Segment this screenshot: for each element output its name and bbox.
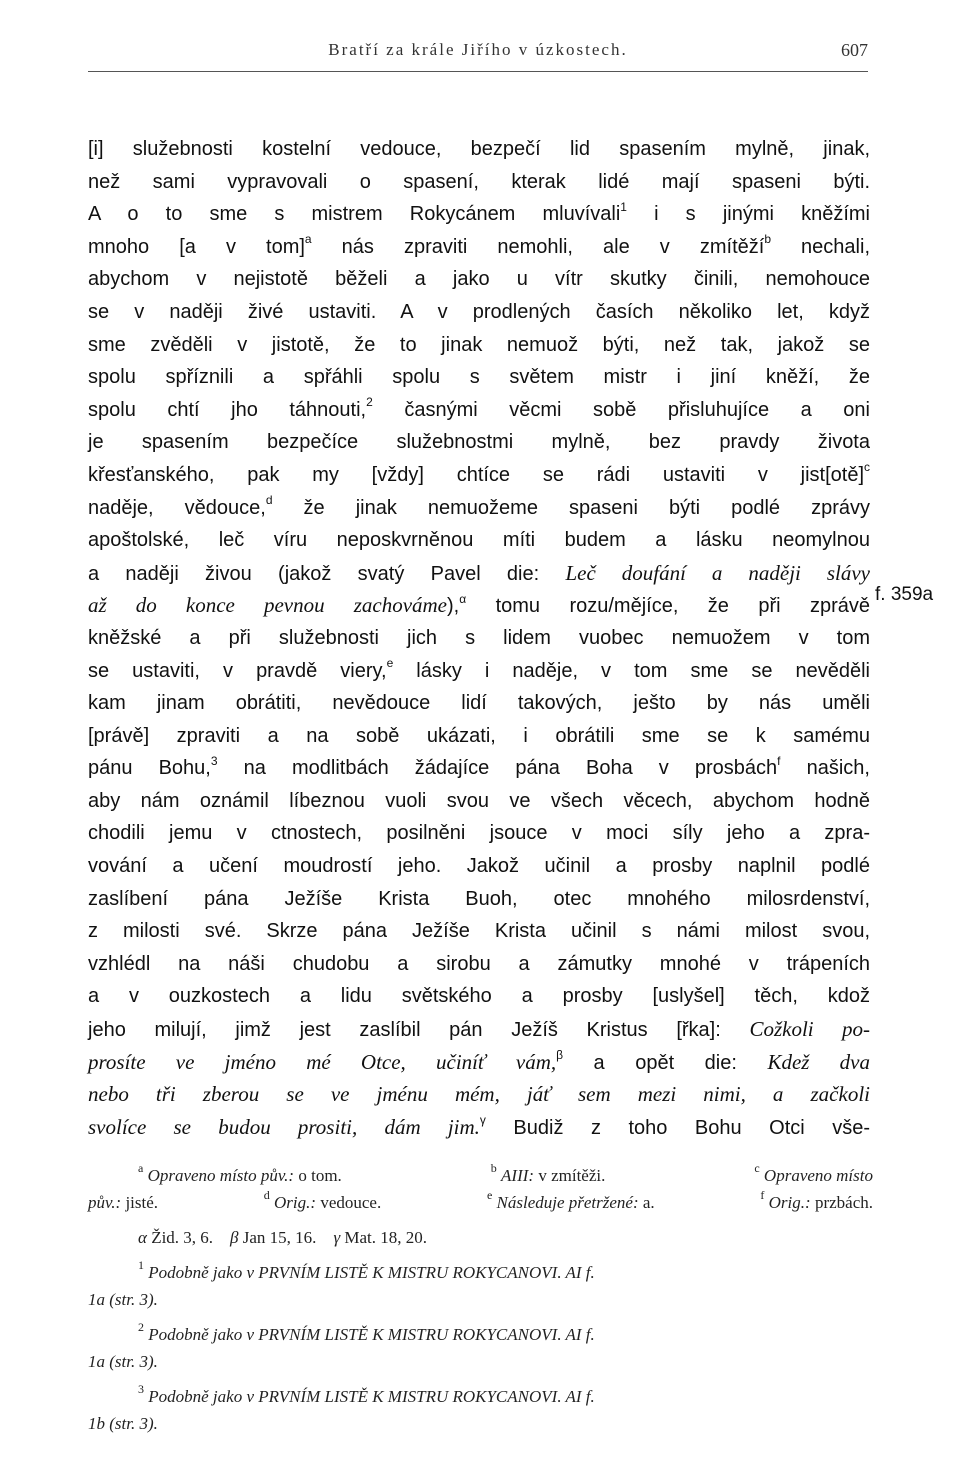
quotation: prosíte ve jméno mé Otce, učiníť vám, xyxy=(88,1049,557,1074)
text-line: vzhlédl na náši chudobu a sirobu a zámutky mnohé v trápeních xyxy=(88,952,870,975)
text-line: křesťanského, pak my [vždy] chtíce se rádi ustaviti v jist[otě]$^c$ xyxy=(88,460,870,486)
bible-references-line: α Žid. 3, 6. β Jan 15, 16. γ Mat. 18, 20. xyxy=(138,1228,428,1247)
quotation: Kdež dva xyxy=(767,1049,870,1074)
text-line: svolíce se budou prositi, dám jim.$^\gamma$ Budiž z toho Bohu Otci vše- xyxy=(88,1113,870,1139)
footnote-ref: d xyxy=(265,492,273,507)
footnote-1-cont: 1a (str. 3). xyxy=(88,1290,158,1309)
critical-apparatus-line xyxy=(88,1162,873,1189)
text-line: se v naději živé ustaviti. A v prodlených časích několiko let, když xyxy=(88,300,870,323)
footnote-ref: a xyxy=(304,232,312,247)
folio-margin-note: f. 359a xyxy=(875,584,934,605)
footnote-ref: 2 xyxy=(366,395,373,410)
text-line: a v ouzkostech a lidu světského a prosby [uslyšel] těch, kdož xyxy=(88,985,870,1008)
text-line: mnoho [a v tom]$^a$ nás zpraviti nemohli, ale v zmítěží$^b$ nechali, xyxy=(88,232,870,258)
running-head: Bratří za krále Jiřího v úzkostech. xyxy=(328,40,628,59)
quotation: svolíce se budou prositi, dám jim. xyxy=(88,1114,480,1139)
note-a: $^a$ Opraveno místo pův.: o tom. xyxy=(138,1161,342,1185)
quotation: až do konce pevnou zachováme xyxy=(88,593,448,618)
text-line: a naději živou (jakož svatý Pavel die: Leč doufání a naději slávy xyxy=(88,560,870,585)
footnote-ref: f xyxy=(777,753,781,768)
page-number: 607 xyxy=(841,40,868,60)
note-c-cont: pův.: jisté. xyxy=(88,1193,159,1212)
text-line: z milosti své. Skrze pána Ježíše Krista učinil s námi milost svou, xyxy=(88,920,870,943)
text-line xyxy=(88,1078,870,1111)
footnote-ref: e xyxy=(386,655,394,670)
footnote-3-cont: 1b (str. 3). xyxy=(88,1414,158,1433)
footnote-ref: c xyxy=(864,460,870,475)
footnote-2-cont: 1a (str. 3). xyxy=(88,1352,158,1371)
page-header xyxy=(88,40,868,74)
footnote-ref: 1 xyxy=(620,199,627,214)
text-line: kněžské a při služebnosti jich s lidem vuobec nemuožem v tom xyxy=(88,626,870,649)
text-line: abychom v nejistotě běželi a jako u vítr skutky činili, nemohouce xyxy=(88,268,870,291)
quotation: nebo tři zberou se ve jménu mém, jáť sem mezi nimi, a začkoli xyxy=(88,1082,870,1107)
footnotes xyxy=(88,1162,873,1437)
critical-apparatus-line xyxy=(88,1189,873,1216)
text-line: [i] služebnosti kostelní vedouce, bezpečí lid spasením mylně, jinak, xyxy=(88,138,870,160)
text-line: [právě] zpraviti a na sobě ukázati, i obrátili sme se k samému xyxy=(88,724,870,747)
text-line: jeho milují, jimž jest zaslíbil pán Ježíš Kristus [řka]: Cožkoli po- xyxy=(88,1017,870,1042)
text-line: spolu chtí jho táhnouti,$^2$ časnými věcmi sobě přisluhujíce a oni xyxy=(88,395,870,421)
note-e: $^e$ Následuje přetržené: a. xyxy=(486,1188,655,1212)
footnote-2: $^2$ Podobně jako v PRVNÍM LISTĚ K MISTRU ROKYCANOVI. AI f. xyxy=(138,1320,595,1344)
quotation: Leč doufání a naději slávy xyxy=(565,560,870,585)
text-line: chodili jemu v ctnostech, posilněni jsouce v moci síly jeho a zpra- xyxy=(88,822,870,845)
text-line: až do konce pevnou zachováme),$^\alpha$ tomu rozu/mějíce, že při zprávě xyxy=(88,591,871,618)
main-text xyxy=(88,133,870,1143)
text-line: zaslíbení pána Ježíše Krista Buoh, otec mnohého milosrdenství, xyxy=(88,887,870,910)
text-line: pánu Bohu,$^3$ na modlitbách žádajíce pána Boha v prosbách$^f$ našich, xyxy=(88,753,870,780)
note-f: $^f$ Orig.: przbách. xyxy=(760,1188,873,1212)
note-b: $^b$ AIII: v zmítěži. xyxy=(490,1161,606,1185)
bible-ref: β xyxy=(556,1047,564,1062)
text-line: než sami vypravovali o spasení, kterak lidé mají spaseni býti. xyxy=(88,170,870,193)
text-line: sme zvěděli v jistotě, že to jinak nemuož býti, než tak, jakož se xyxy=(88,333,870,356)
bible-ref: α xyxy=(459,591,467,606)
text-line: apoštolské, leč víru neposkvrněnou míti budem a lásku neomylnou xyxy=(88,529,870,552)
quotation: Cožkoli po- xyxy=(749,1017,870,1042)
text-line: je spasením bezpečíce služebnostmi mylně, bez pravdy života xyxy=(88,431,870,454)
text-line: kam jinam obrátiti, nevědouce lidí takových, ješto by nás uměli xyxy=(88,692,870,715)
text-line: A o to sme s mistrem Rokycánem mluvívali$^1$ i s jinými kněžími xyxy=(88,199,870,226)
text-line: aby nám oznámil líbeznou vuoli svou ve všech věcech, abychom hodně xyxy=(88,789,870,812)
header-rule xyxy=(88,71,868,72)
bible-ref: γ xyxy=(479,1113,486,1128)
text-line: vování a učení moudrostí jeho. Jakož učinil a prosby naplnil podlé xyxy=(88,855,870,878)
footnote-ref: b xyxy=(764,232,771,247)
text-line: naděje, vědouce,$^d$ že jinak nemuožeme spaseni býti podlé zprávy xyxy=(88,492,870,519)
text-line: prosíte ve jméno mé Otce, učiníť vám,$^\beta$ a opět die: Kdež dva xyxy=(88,1047,870,1074)
footnote-3: $^3$ Podobně jako v PRVNÍM LISTĚ K MISTRU ROKYCANOVI. AI f. xyxy=(138,1382,595,1406)
text-line: spolu spříznili a spřáhli spolu s světem mistr i jiní kněží, že xyxy=(88,366,870,389)
note-d: $^d$ Orig.: vedouce. xyxy=(263,1188,382,1212)
footnote-1: $^1$ Podobně jako v PRVNÍM LISTĚ K MISTRU ROKYCANOVI. AI f. xyxy=(138,1258,595,1282)
footnote-ref: 3 xyxy=(210,753,218,768)
note-c: $^c$ Opraveno místo xyxy=(754,1161,873,1185)
text-line: se ustaviti, v pravdě viery,$^e$ lásky i naděje, v tom sme se nevěděli xyxy=(88,655,870,682)
